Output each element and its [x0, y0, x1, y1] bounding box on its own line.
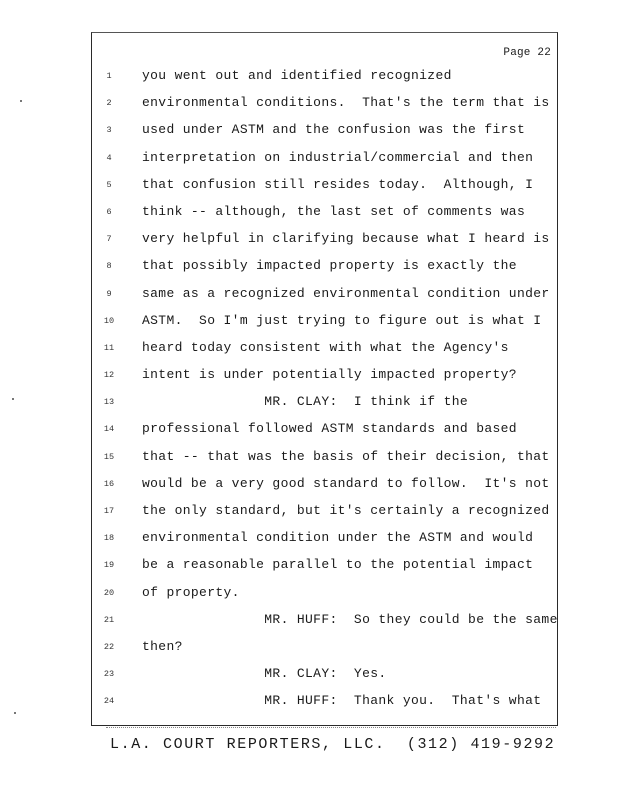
line-number: 18	[103, 533, 115, 544]
line-text: of property.	[142, 584, 240, 600]
line-number: 15	[103, 451, 115, 462]
page-number: Page 22	[503, 47, 551, 59]
transcript-line	[92, 284, 557, 311]
transcript-line	[92, 311, 557, 338]
transcript-line	[92, 120, 557, 147]
transcript-lines	[92, 66, 557, 719]
transcript-line	[92, 501, 557, 528]
line-number: 19	[103, 560, 115, 571]
line-text: would be a very good standard to follow. It's not	[142, 475, 550, 491]
line-number: 23	[103, 669, 115, 680]
line-text: heard today consistent with what the Agency's	[142, 339, 509, 355]
transcript-line	[92, 66, 557, 93]
line-text: used under ASTM and the confusion was the first	[142, 122, 526, 138]
transcript-line	[92, 256, 557, 283]
line-text: same as a recognized environmental condition under	[142, 285, 550, 301]
line-number: 20	[103, 587, 115, 598]
scan-mark	[14, 712, 16, 714]
line-text: ASTM. So I'm just trying to figure out is what I	[142, 312, 542, 328]
line-text: very helpful in clarifying because what I heard is	[142, 231, 550, 247]
transcript-line	[92, 583, 557, 610]
transcript-line	[92, 637, 557, 664]
transcript-page-frame	[91, 32, 558, 726]
line-text: MR. CLAY: I think if the	[142, 394, 469, 410]
transcript-line	[92, 419, 557, 446]
line-text: MR. HUFF: So they could be the same	[142, 611, 558, 627]
transcript-line	[92, 528, 557, 555]
transcript-line	[92, 93, 557, 120]
transcript-line	[92, 392, 557, 419]
bottom-rule	[106, 727, 556, 728]
transcript-line	[92, 447, 557, 474]
transcript-line	[92, 338, 557, 365]
transcript-line	[92, 555, 557, 582]
line-number: 22	[103, 641, 115, 652]
line-text: that confusion still resides today. Although, I	[142, 176, 534, 192]
transcript-line	[92, 474, 557, 501]
court-reporter-footer: L.A. COURT REPORTERS, LLC. (312) 419-9292	[110, 736, 556, 753]
line-text: that -- that was the basis of their decision, that	[142, 448, 550, 464]
line-number: 9	[106, 288, 112, 299]
transcript-line	[92, 202, 557, 229]
line-number: 1	[106, 71, 112, 81]
line-number: 17	[103, 506, 115, 516]
line-number: 21	[103, 614, 115, 625]
transcript-line	[92, 175, 557, 202]
line-text: interpretation on industrial/commercial and then	[142, 149, 534, 165]
line-number: 8	[106, 261, 112, 272]
line-number: 5	[106, 179, 112, 190]
line-number: 12	[103, 370, 115, 381]
transcript-line	[92, 148, 557, 175]
line-text: that possibly impacted property is exactly the	[142, 258, 517, 274]
line-number: 4	[106, 152, 112, 163]
line-number: 13	[103, 397, 115, 408]
line-text: environmental conditions. That's the term that is	[142, 95, 550, 111]
line-number: 24	[103, 696, 115, 707]
line-text: then?	[142, 638, 183, 654]
line-text: environmental condition under the ASTM and would	[142, 530, 534, 546]
line-text: professional followed ASTM standards and based	[142, 421, 517, 437]
line-text: you went out and identified recognized	[142, 68, 452, 83]
line-text: intent is under potentially impacted property?	[142, 367, 517, 383]
transcript-line	[92, 229, 557, 256]
line-number: 10	[103, 315, 115, 326]
transcript-line	[92, 691, 557, 718]
line-number: 3	[106, 125, 112, 136]
scan-mark	[12, 398, 14, 400]
line-number: 6	[106, 206, 112, 217]
transcript-line	[92, 365, 557, 392]
line-number: 11	[103, 342, 115, 353]
line-number: 2	[106, 98, 112, 109]
line-text: be a reasonable parallel to the potential impact	[142, 557, 534, 573]
line-text: MR. CLAY: Yes.	[142, 666, 387, 682]
transcript-line	[92, 664, 557, 691]
line-number: 14	[103, 424, 115, 435]
line-text: the only standard, but it's certainly a recognized	[142, 503, 550, 518]
scan-mark	[20, 100, 22, 102]
line-text: MR. HUFF: Thank you. That's what	[142, 693, 542, 709]
line-text: think -- although, the last set of comments was	[142, 203, 526, 219]
line-number: 7	[106, 234, 112, 245]
transcript-line	[92, 610, 557, 637]
line-number: 16	[103, 478, 115, 489]
